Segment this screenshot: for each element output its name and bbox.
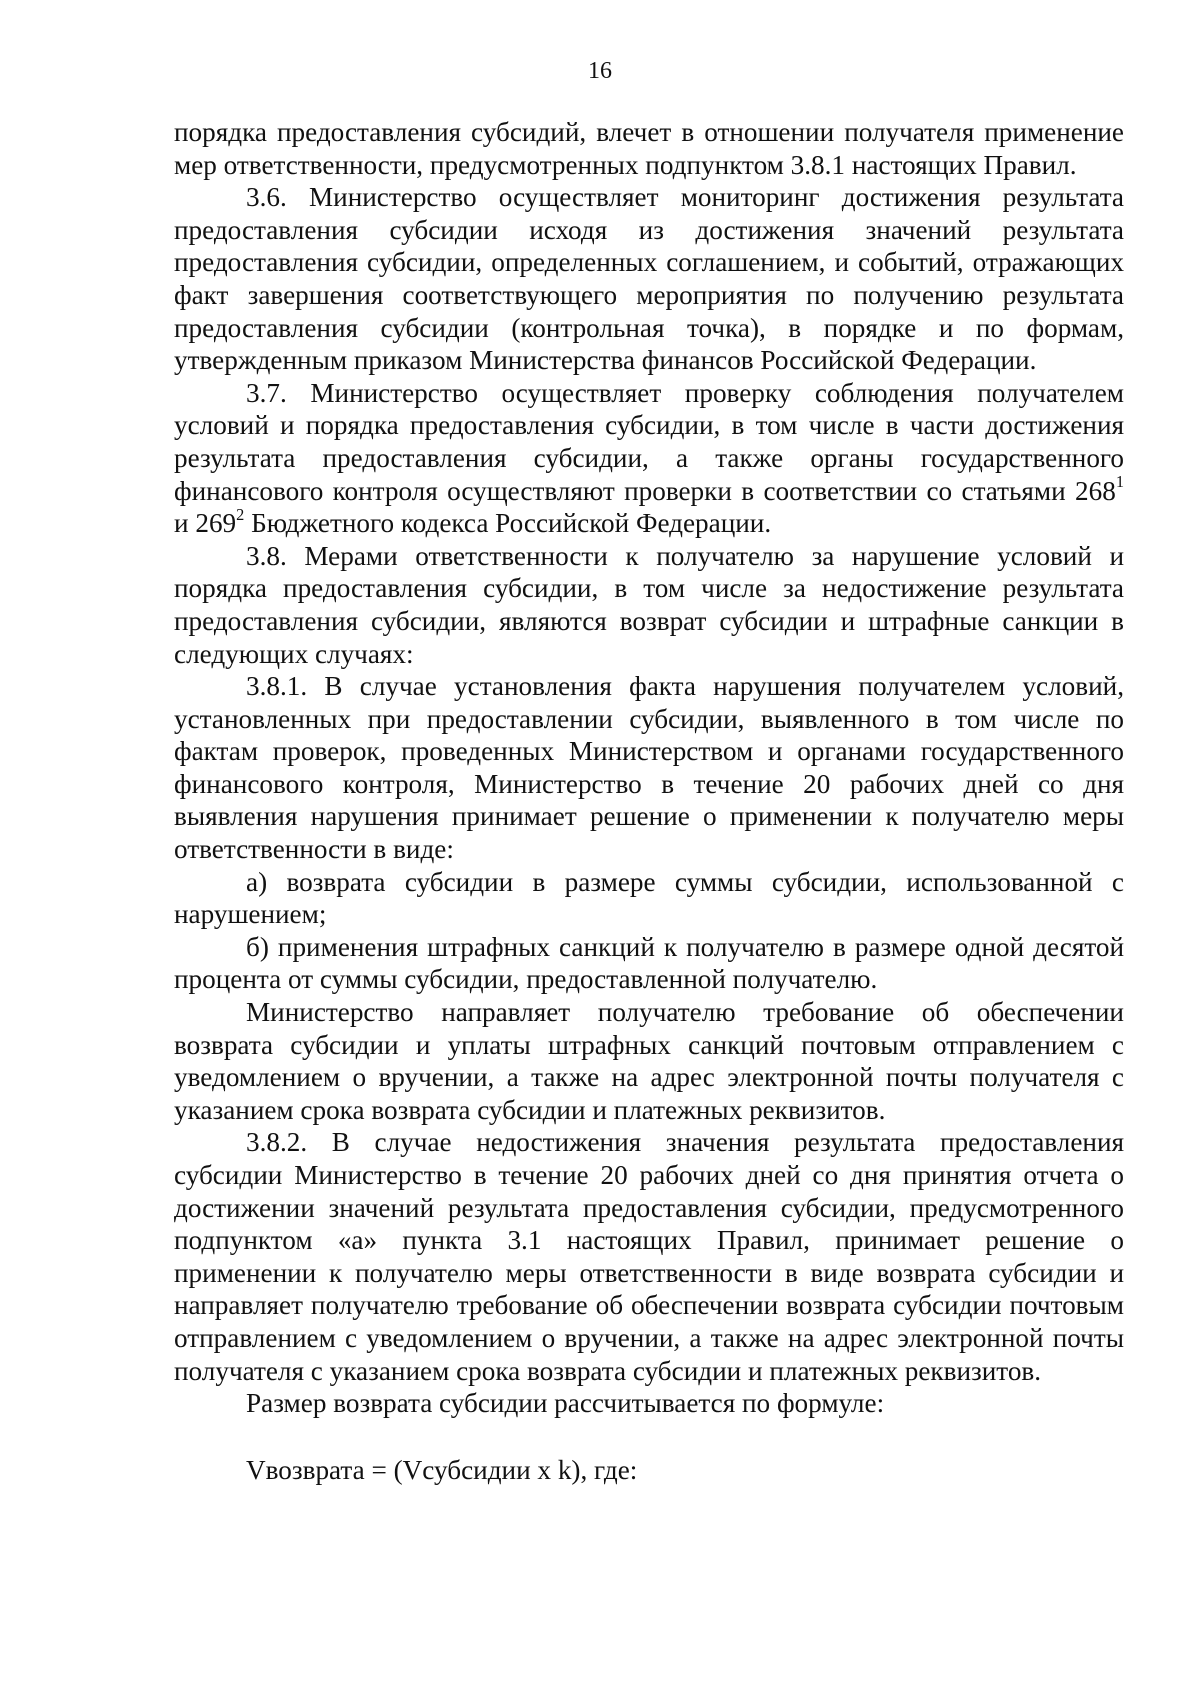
list-item-b: б) применения штрафных санкций к получателю в размере одной десятой процента от суммы субсидии, предоставленной получателю. bbox=[174, 931, 1124, 995]
paragraph-formula-intro: Размер возврата субсидии рассчитывается по формуле: bbox=[246, 1388, 885, 1419]
paragraph-3-7-end: Бюджетного кодекса Российской Федерации. bbox=[244, 508, 772, 539]
document-body bbox=[174, 116, 1124, 1486]
paragraph-3-7 bbox=[174, 377, 1124, 540]
paragraph-3-8-1: 3.8.1. В случае установления факта нарушения получателем условий, установленных при предоставлении субсидии, выявленного в том числе по фактам проверок, проведенных Министерством и органами государственного финансового контроля, Министерство в течение 20 рабочих дней со дня выявления нарушения принимает решение о применении к получателю меры ответственности в виде: bbox=[174, 671, 1124, 865]
paragraph-3-8-2: 3.8.2. В случае недостижения значения результата предоставления субсидии Министерство в течение 20 рабочих дней со дня принятия отчета о достижении значений результата предоставления субсидии, предусмотренного подпунктом «а» пункта 3.1 настоящих Правил, принимает решение о применении к получателю меры ответственности в виде возврата субсидии и направляет получателю требование об обеспечении возврата субсидии почтовым отправлением с уведомлением о вручении, а также на адрес электронной почты получателя с указанием срока возврата субсидии и платежных реквизитов. bbox=[174, 1127, 1124, 1386]
paragraph-ministry-notice: Министерство направляет получателю требование об обеспечении возврата субсидии и уплаты штрафных санкций почтовым отправлением с уведомлением о вручении, а также на адрес электронной почты получателя с указанием срока возврата субсидии и платежных реквизитов. bbox=[174, 997, 1124, 1125]
page-number: 16 bbox=[588, 58, 612, 84]
paragraph-3-7-text: 3.7. Министерство осуществляет проверку соблюдения получателем условий и порядка предоставления субсидии, в том числе в части достижения результата предоставления субсидии, а также органы государственного финансового контроля осуществляют проверки в соответствии со статьями 268 bbox=[174, 377, 1124, 506]
superscript-1: 1 bbox=[1115, 472, 1124, 492]
paragraph-3-6: 3.6. Министерство осуществляет мониторинг достижения результата предоставления субсидии исходя из достижения значений результата предоставления субсидии, определенных соглашением, и событий, отражающих факт завершения соответствующего мероприятия по получению результата предоставления субсидии (контрольная точка), в порядке и по формам, утвержденным приказом Министерства финансов Российской Федерации. bbox=[174, 182, 1124, 376]
list-item-a: а) возврата субсидии в размере суммы субсидии, использованной с нарушением; bbox=[174, 866, 1124, 930]
superscript-2: 2 bbox=[236, 504, 245, 524]
paragraph-3-8: 3.8. Мерами ответственности к получателю за нарушение условий и порядка предоставления субсидии, в том числе за недостижение результата предоставления субсидии, являются возврат субсидии и штрафные санкции в следующих случаях: bbox=[174, 540, 1124, 669]
formula: Vвозврата = (Vсубсидии x k), где: bbox=[246, 1454, 638, 1485]
paragraph-continuation: порядка предоставления субсидий, влечет в отношении получателя применение мер ответственности, предусмотренных подпунктом 3.8.1 настоящих Правил. bbox=[174, 117, 1124, 180]
paragraph-3-7-mid: и 269 bbox=[174, 508, 237, 539]
